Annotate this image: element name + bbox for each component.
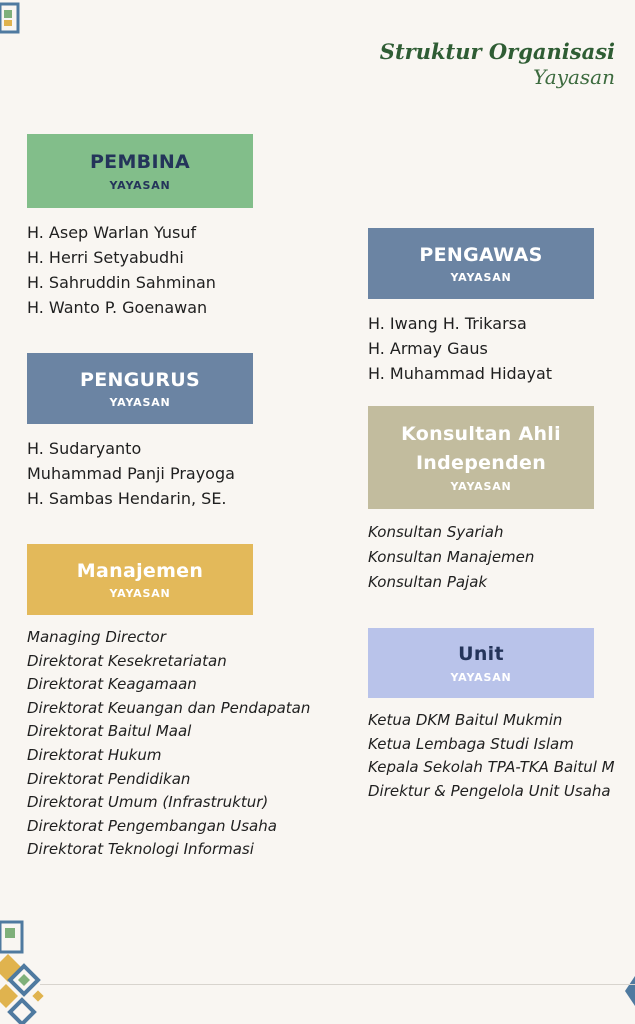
page-title [380, 40, 615, 89]
pembina-box [27, 134, 253, 208]
list-item: H. Muhammad Hidayat [368, 364, 553, 383]
page-title-line2: Yayasan [533, 65, 615, 90]
list-item: Ketua Lembaga Studi Islam [368, 734, 574, 753]
list-item: H. Sahruddin Sahminan [27, 273, 216, 292]
corner-ornament-bottom-left [0, 918, 50, 1024]
unit-title: Unit [458, 643, 504, 666]
konsultan-list [368, 520, 534, 595]
pengawas-subtitle: YAYASAN [450, 271, 512, 285]
unit-subtitle: YAYASAN [450, 670, 512, 684]
list-item: Direktorat Hukum [27, 745, 162, 764]
list-item: Ketua DKM Baitul Mukmin [368, 711, 563, 729]
manajemen-title: Manajemen [76, 559, 204, 582]
list-item: Direktorat Keagamaan [27, 675, 197, 694]
list-item: H. Asep Warlan Yusuf [27, 223, 197, 242]
manajemen-box [27, 544, 253, 615]
list-item: Direktorat Kesekretariatan [27, 651, 227, 670]
konsultan-box [368, 406, 594, 509]
list-item: Konsultan Manajemen [368, 548, 535, 566]
pengawas-title: PENGAWAS [419, 243, 543, 266]
konsultan-subtitle: YAYASAN [450, 479, 512, 493]
list-item: H. Iwang H. Trikarsa [368, 314, 527, 333]
unit-list [368, 709, 635, 803]
corner-ornament-bottom-right [624, 974, 635, 1008]
pembina-subtitle: YAYASAN [109, 178, 171, 192]
list-item: Direktorat Baitul Maal [27, 722, 192, 741]
corner-ornament-top-left [0, 0, 22, 36]
list-item: Muhammad Panji Prayoga [27, 464, 235, 483]
list-item: Direktorat Pengembangan Usaha [27, 816, 277, 835]
pengurus-subtitle: YAYASAN [109, 396, 171, 410]
list-item: Direktorat Umum (Infrastruktur) [27, 793, 269, 812]
manajemen-list [27, 626, 310, 862]
pembina-title: PEMBINA [89, 151, 191, 174]
list-item: Direktorat Keuangan dan Pendapatan [27, 698, 311, 717]
list-item: Direktorat Pendidikan [27, 769, 191, 788]
footer-divider [40, 984, 635, 985]
list-item: Direktorat Teknologi Informasi [27, 840, 254, 859]
manajemen-subtitle: YAYASAN [109, 587, 171, 601]
konsultan-title-line1: Konsultan Ahli [401, 423, 561, 446]
konsultan-title-line2: Independen [415, 452, 547, 474]
unit-box [368, 628, 594, 698]
pengurus-list [27, 436, 235, 511]
list-item: H. Wanto P. Goenawan [27, 298, 208, 317]
list-item: Direktur & Pengelola Unit Usaha [368, 781, 611, 800]
page-title-line1: Struktur Organisasi [379, 39, 615, 64]
list-item: H. Herri Setyabudhi [27, 248, 184, 267]
pengurus-title: PENGURUS [80, 368, 200, 391]
list-item: Managing Director [27, 628, 166, 646]
list-item: Kepala Sekolah TPA-TKA Baitul M [368, 758, 615, 777]
pembina-list [27, 220, 216, 320]
list-item: Konsultan Syariah [368, 523, 504, 541]
list-item: H. Sudaryanto [27, 439, 142, 458]
pengawas-list [368, 311, 552, 386]
list-item: Konsultan Pajak [368, 573, 488, 591]
list-item: H. Sambas Hendarin, SE. [27, 489, 227, 508]
pengurus-box [27, 353, 253, 424]
pengawas-box [368, 228, 594, 299]
list-item: H. Armay Gaus [368, 339, 488, 358]
